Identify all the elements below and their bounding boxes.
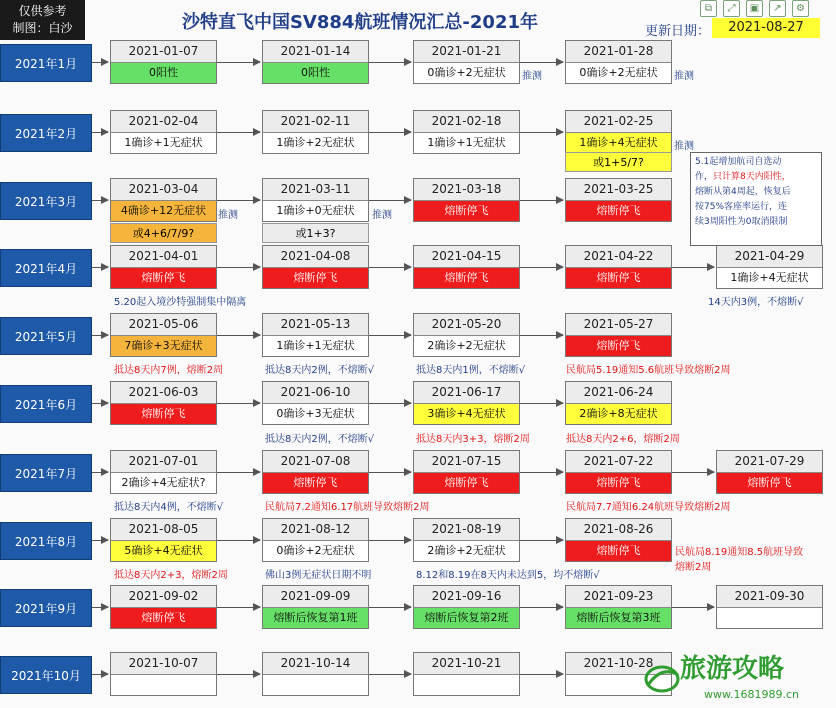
month-label: 2021年9月: [0, 589, 92, 627]
arrow-connector: [217, 607, 260, 608]
arrow-connector: [217, 674, 260, 675]
week-cell: [565, 110, 672, 154]
annotation-aug26-2: 熔断2周: [675, 562, 712, 573]
week-date: 2021-01-28: [566, 41, 671, 63]
arrow-connector: [369, 267, 411, 268]
week-date: 2021-06-24: [566, 382, 671, 404]
annotation-jun17: 抵达8天内3+3，熔断2周: [416, 434, 530, 445]
reference-note: [0, 0, 85, 40]
arrow-connector: [217, 540, 260, 541]
week-result: 熔断后恢复第1班: [263, 608, 368, 628]
week-date: 2021-07-15: [414, 451, 519, 473]
arrow-connector: [217, 335, 260, 336]
week-date: 2021-10-14: [263, 653, 368, 675]
policy-note-box: [690, 152, 822, 246]
week-date: 2021-04-29: [717, 246, 822, 268]
week-cell: [110, 245, 217, 289]
week-date: 2021-07-01: [111, 451, 216, 473]
week-result: 熔断后恢复第3班: [566, 608, 671, 628]
week-result: 熔断停飞: [414, 201, 519, 221]
month-label: 2021年2月: [0, 114, 92, 152]
arrow-connector: [369, 403, 411, 404]
week-cell: [110, 110, 217, 154]
month-label: 2021年8月: [0, 522, 92, 560]
policy-line-2a: 作，: [695, 172, 714, 182]
week-cell: [262, 40, 369, 84]
annotation-may06: 抵达8天内7例，熔断2周: [114, 365, 224, 376]
annotation-aug12: 佛山3例无症状日期不明: [265, 570, 372, 581]
week-cell: [262, 110, 369, 154]
week-result: [111, 675, 216, 695]
week-result: 熔断停飞: [717, 473, 822, 493]
annotation-jul22: 民航局7.7通知6.24航班导致熔断2周: [566, 502, 731, 513]
expand-icon[interactable]: ⤢: [723, 0, 740, 17]
arrow-connector: [672, 607, 714, 608]
week-result: 1确诊+1无症状: [414, 133, 519, 153]
week-date: 2021-08-12: [263, 519, 368, 541]
alternate-count-box: 或1+3?: [262, 223, 369, 243]
week-result: 熔断后恢复第2班: [414, 608, 519, 628]
arrow-connector: [369, 132, 411, 133]
alternate-count-box: 或1+5/7?: [565, 152, 672, 172]
annotation-feb25: 推测: [674, 141, 694, 152]
policy-line-1: 5.1起增加航司自选动: [695, 157, 782, 167]
arrow-connector: [92, 607, 108, 608]
week-result: 熔断停飞: [263, 473, 368, 493]
week-date: 2021-04-01: [111, 246, 216, 268]
week-cell: [565, 245, 672, 289]
week-result: 2确诊+4无症状?: [111, 473, 216, 493]
month-label: 2021年4月: [0, 249, 92, 287]
week-result: 熔断停飞: [111, 608, 216, 628]
arrow-connector: [92, 403, 108, 404]
arrow-connector: [520, 403, 563, 404]
week-result: [414, 675, 519, 695]
week-date: 2021-07-22: [566, 451, 671, 473]
week-cell: [262, 313, 369, 357]
arrow-connector: [520, 335, 563, 336]
week-cell: [716, 245, 823, 289]
week-cell: [110, 313, 217, 357]
week-date: 2021-10-28: [566, 653, 671, 675]
week-cell: [262, 245, 369, 289]
week-date: 2021-03-18: [414, 179, 519, 201]
week-date: 2021-04-22: [566, 246, 671, 268]
week-result: 1确诊+1无症状: [111, 133, 216, 153]
week-date: 2021-05-13: [263, 314, 368, 336]
week-date: 2021-02-11: [263, 111, 368, 133]
annotation-jan28: 推测: [674, 71, 694, 82]
page-title: 沙特直飞中国SV884航班情况汇总-2021年: [181, 12, 539, 33]
arrow-connector: [369, 335, 411, 336]
week-date: 2021-09-30: [717, 586, 822, 608]
week-cell: [565, 518, 672, 562]
annotation-jan21: 推测: [522, 71, 542, 82]
arrow-connector: [672, 472, 714, 473]
week-date: 2021-10-07: [111, 653, 216, 675]
week-cell: [565, 313, 672, 357]
month-label: 2021年10月: [0, 656, 92, 694]
arrow-connector: [217, 200, 260, 201]
week-result: 熔断停飞: [566, 473, 671, 493]
arrow-connector: [217, 62, 260, 63]
policy-line-2b: 只计算8天内阳性，: [713, 172, 791, 182]
week-date: 2021-05-06: [111, 314, 216, 336]
annotation-aug26-1: 民航局8.19通知8.5航班导致: [675, 547, 804, 558]
week-date: 2021-10-21: [414, 653, 519, 675]
week-result: 1确诊+4无症状: [566, 133, 671, 153]
arrow-connector: [369, 540, 411, 541]
week-cell: [413, 585, 520, 629]
arrow-connector: [369, 674, 411, 675]
week-date: 2021-05-27: [566, 314, 671, 336]
week-result: 0确诊+2无症状: [566, 63, 671, 83]
week-date: 2021-09-02: [111, 586, 216, 608]
week-result: 0确诊+3无症状: [263, 404, 368, 424]
week-cell: [565, 40, 672, 84]
week-cell: [413, 245, 520, 289]
week-date: 2021-09-23: [566, 586, 671, 608]
arrow-connector: [520, 607, 563, 608]
annotation-jun24: 抵达8天内2+6，熔断2周: [566, 434, 680, 445]
week-result: 1确诊+1无症状: [263, 336, 368, 356]
week-cell: [262, 381, 369, 425]
policy-line-3: 熔断从第4周起，恢复后: [695, 187, 791, 197]
week-result: [717, 608, 822, 628]
arrow-connector: [520, 472, 563, 473]
week-cell: [413, 518, 520, 562]
week-result: 1确诊+4无症状: [717, 268, 822, 288]
arrow-connector: [520, 200, 563, 201]
week-date: 2021-05-20: [414, 314, 519, 336]
week-result: 熔断停飞: [566, 268, 671, 288]
week-cell: [110, 40, 217, 84]
reference-line-2: 制图：白沙: [12, 21, 73, 35]
week-date: 2021-06-10: [263, 382, 368, 404]
month-label: 2021年5月: [0, 317, 92, 355]
week-result: 2确诊+2无症状: [414, 541, 519, 561]
month-label: 2021年3月: [0, 182, 92, 220]
arrow-connector: [92, 267, 108, 268]
week-cell: [262, 585, 369, 629]
week-date: 2021-06-03: [111, 382, 216, 404]
week-cell: [262, 518, 369, 562]
arrow-connector: [92, 472, 108, 473]
week-cell: [413, 381, 520, 425]
week-cell: [262, 178, 369, 222]
week-result: 熔断停飞: [566, 336, 671, 356]
week-result: 1确诊+0无症状: [263, 201, 368, 221]
week-date: 2021-03-25: [566, 179, 671, 201]
week-result: 4确诊+12无症状: [111, 201, 216, 221]
week-result: 熔断停飞: [111, 404, 216, 424]
arrow-connector: [369, 472, 411, 473]
week-cell: [716, 450, 823, 494]
week-cell: [413, 40, 520, 84]
annotation-may27: 民航局5.19通知5.6航班导致熔断2周: [566, 365, 731, 376]
image-toolbar: [700, 0, 809, 16]
week-date: 2021-07-08: [263, 451, 368, 473]
week-cell: [413, 313, 520, 357]
annotation-apr-left: 5.20起入境沙特强制集中隔离: [114, 297, 247, 308]
arrow-connector: [92, 62, 108, 63]
week-cell: [565, 450, 672, 494]
month-label: 2021年1月: [0, 44, 92, 82]
annotation-mar04: 推测: [218, 210, 238, 221]
week-cell: [262, 652, 369, 696]
week-date: 2021-09-16: [414, 586, 519, 608]
annotation-aug05: 抵达8天内2+3，熔断2周: [114, 570, 228, 581]
week-cell: [413, 652, 520, 696]
copy-icon[interactable]: ⧉: [700, 0, 717, 17]
week-date: 2021-07-29: [717, 451, 822, 473]
week-cell: [110, 518, 217, 562]
week-cell: [413, 450, 520, 494]
week-cell: [565, 585, 672, 629]
week-cell: [262, 450, 369, 494]
annotation-jun10: 抵达8天内2例，不熔断√: [265, 434, 375, 445]
annotation-apr-right: 14天内3例，不熔断√: [708, 297, 804, 308]
arrow-connector: [520, 267, 563, 268]
week-date: 2021-01-21: [414, 41, 519, 63]
week-result: 熔断停飞: [263, 268, 368, 288]
arrow-connector: [217, 132, 260, 133]
arrow-connector: [217, 472, 260, 473]
week-date: 2021-04-15: [414, 246, 519, 268]
arrow-connector: [369, 607, 411, 608]
week-result: 0确诊+2无症状: [414, 63, 519, 83]
arrow-connector: [520, 132, 563, 133]
watermark-text: 旅游攻略: [680, 654, 785, 684]
arrow-connector: [92, 335, 108, 336]
week-cell: [110, 585, 217, 629]
arrow-connector: [369, 200, 411, 201]
week-result: [263, 675, 368, 695]
arrow-connector: [92, 200, 108, 201]
week-cell: [110, 381, 217, 425]
week-cell: [413, 110, 520, 154]
week-cell: [413, 178, 520, 222]
week-result: 0阳性: [111, 63, 216, 83]
update-date: 2021-08-27: [712, 18, 820, 38]
week-result: 2确诊+2无症状: [414, 336, 519, 356]
policy-line-4: 按75%客座率运行，连: [695, 202, 788, 212]
week-date: 2021-01-07: [111, 41, 216, 63]
week-date: 2021-04-08: [263, 246, 368, 268]
week-result: 1确诊+2无症状: [263, 133, 368, 153]
annotation-jul01: 抵达8天内4例，不熔断√: [114, 502, 224, 513]
week-date: 2021-01-14: [263, 41, 368, 63]
save-icon[interactable]: ▣: [746, 0, 763, 17]
week-result: 熔断停飞: [414, 268, 519, 288]
arrow-connector: [672, 267, 714, 268]
week-cell: [110, 652, 217, 696]
week-date: 2021-08-26: [566, 519, 671, 541]
watermark-url: www.1681989.cn: [704, 688, 799, 701]
week-date: 2021-08-19: [414, 519, 519, 541]
arrow-connector: [92, 540, 108, 541]
week-result: 7确诊+3无症状: [111, 336, 216, 356]
alternate-count-box: 或4+6/7/9?: [110, 223, 217, 243]
week-date: 2021-03-11: [263, 179, 368, 201]
week-result: 熔断停飞: [566, 201, 671, 221]
week-date: 2021-02-25: [566, 111, 671, 133]
settings-icon[interactable]: ⚙: [792, 0, 809, 17]
week-result: 2确诊+8无症状: [566, 404, 671, 424]
week-date: 2021-03-04: [111, 179, 216, 201]
arrow-connector: [369, 62, 411, 63]
arrow-connector: [520, 674, 563, 675]
annotation-aug19: 8.12和8.19在8天内未达到5，均不熔断√: [416, 570, 600, 581]
week-result: 熔断停飞: [111, 268, 216, 288]
annotation-may13: 抵达8天内2例，不熔断√: [265, 365, 375, 376]
month-label: 2021年6月: [0, 385, 92, 423]
policy-line-5: 续3周阳性为0取消限制: [695, 217, 788, 227]
week-date: 2021-02-04: [111, 111, 216, 133]
share-icon[interactable]: ↗: [769, 0, 786, 17]
arrow-connector: [217, 403, 260, 404]
annotation-may20: 抵达8天内1例，不熔断√: [416, 365, 526, 376]
week-date: 2021-06-17: [414, 382, 519, 404]
arrow-connector: [520, 62, 563, 63]
week-result: 3确诊+4无症状: [414, 404, 519, 424]
reference-line-1: 仅供参考: [18, 4, 67, 18]
week-result: 0阳性: [263, 63, 368, 83]
week-result: 0确诊+2无症状: [263, 541, 368, 561]
update-label: 更新日期：: [645, 24, 711, 39]
arrow-connector: [217, 267, 260, 268]
week-result: 熔断停飞: [566, 541, 671, 561]
week-date: 2021-09-09: [263, 586, 368, 608]
week-cell: [110, 450, 217, 494]
week-cell: [565, 178, 672, 222]
arrow-connector: [92, 674, 108, 675]
week-date: 2021-02-18: [414, 111, 519, 133]
month-label: 2021年7月: [0, 454, 92, 492]
week-cell: [565, 381, 672, 425]
annotation-jul08: 民航局7.2通知6.17航班导致熔断2周: [265, 502, 430, 513]
week-date: 2021-08-05: [111, 519, 216, 541]
week-result: 5确诊+4无症状: [111, 541, 216, 561]
week-cell: [110, 178, 217, 222]
week-result: 熔断停飞: [414, 473, 519, 493]
week-cell: [716, 585, 823, 629]
note-mar11: 推测: [372, 210, 392, 221]
arrow-connector: [92, 132, 108, 133]
arrow-connector: [520, 540, 563, 541]
